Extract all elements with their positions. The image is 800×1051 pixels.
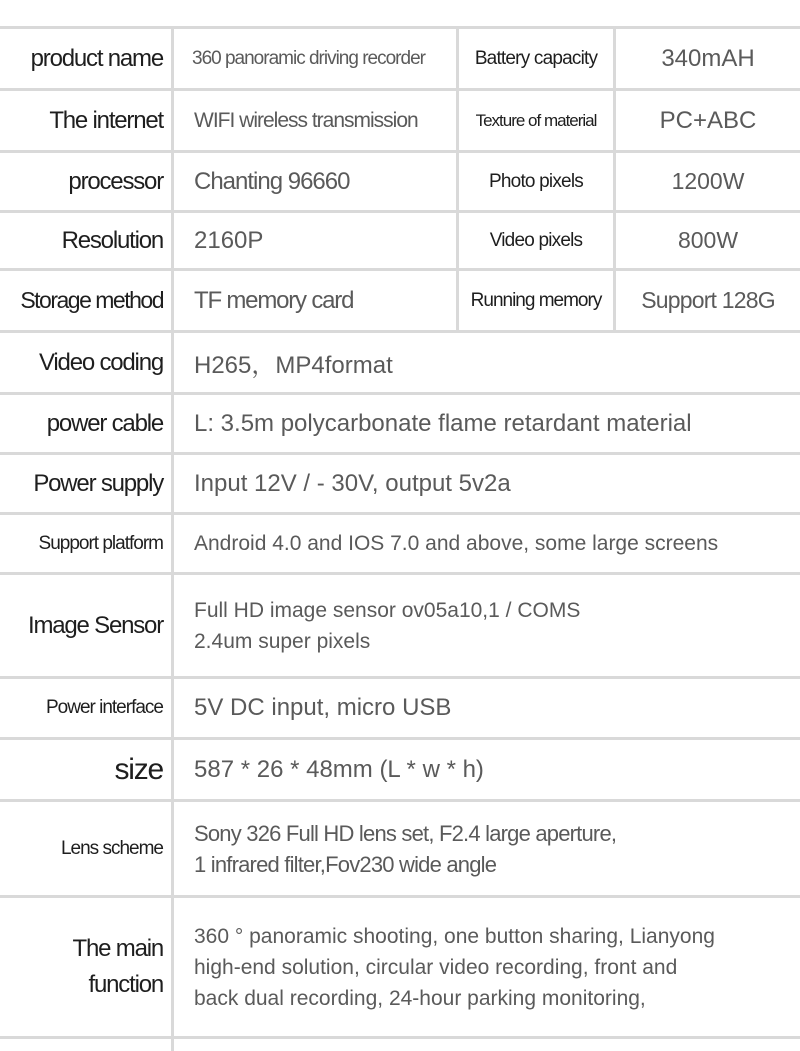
spec-label: Power interface [45,697,163,718]
spec-value: TF memory card [194,286,354,314]
spec-value: 360 panoramic driving recorder [192,47,425,69]
spec-value: 2160P [194,226,264,254]
spec-value: WIFI wireless transmission [194,108,418,132]
spec-value-line: back dual recording, 24-hour parking monitoring, [194,986,646,1010]
spec-value-line: high-end solution, circular video recording, front and [194,955,678,979]
spec-value: Input 12V / - 30V, output 5v2a [194,469,511,497]
spec-label: processor [68,167,163,195]
spec-label: Texture of material [475,110,597,130]
spec-label: Video pixels [489,229,583,251]
row-divider [0,1036,800,1039]
spec-value-line: Full HD image sensor ov05a10,1 / COMS [194,598,581,622]
spec-label-line: function [88,971,163,998]
spec-value: L: 3.5m polycarbonate flame retardant material [194,409,692,437]
spec-value: PC+ABC [659,106,757,134]
spec-value: Android 4.0 and IOS 7.0 and above, some large screens [194,531,719,555]
spec-value: H265，MP4format [194,352,393,379]
spec-value [174,575,800,676]
spec-value: Chanting 96660 [194,167,350,195]
spec-value: 340mAH [661,44,755,72]
spec-label: Power supply [33,469,163,497]
spec-label: power cable [46,409,163,437]
spec-label-line: The main [72,935,163,962]
spec-value: 587 * 26 * 48mm (L * w * h) [194,755,484,783]
spec-value [174,898,800,1036]
spec-label: Video coding [39,348,163,376]
spec-value-line: 360 ° panoramic shooting, one button sharing, Lianyong [194,924,715,948]
spec-label: Lens scheme [60,837,163,859]
spec-label: The internet [49,106,163,134]
spec-value-line: 1 infrared filter,Fov230 wide angle [194,851,497,877]
spec-label: Resolution [61,226,163,254]
spec-value-line: 2.4um super pixels [194,629,371,653]
spec-label: product name [30,44,163,72]
spec-label: Image Sensor [27,611,163,639]
spec-label: Battery capacity [474,47,598,69]
spec-label: Photo pixels [489,170,583,192]
spec-label: Storage method [20,287,163,313]
spec-label: Running memory [470,289,602,311]
spec-label: size [114,752,163,786]
spec-value: Support 128G [641,287,775,313]
spec-value: 5V DC input, micro USB [194,694,452,721]
spec-label [0,898,171,1036]
spec-value-line: Sony 326 Full HD lens set, F2.4 large aperture, [194,820,617,846]
spec-label: Support platform [38,532,163,554]
spec-value [174,802,800,895]
spec-value: 800W [677,227,739,253]
spec-value: 1200W [671,168,745,194]
